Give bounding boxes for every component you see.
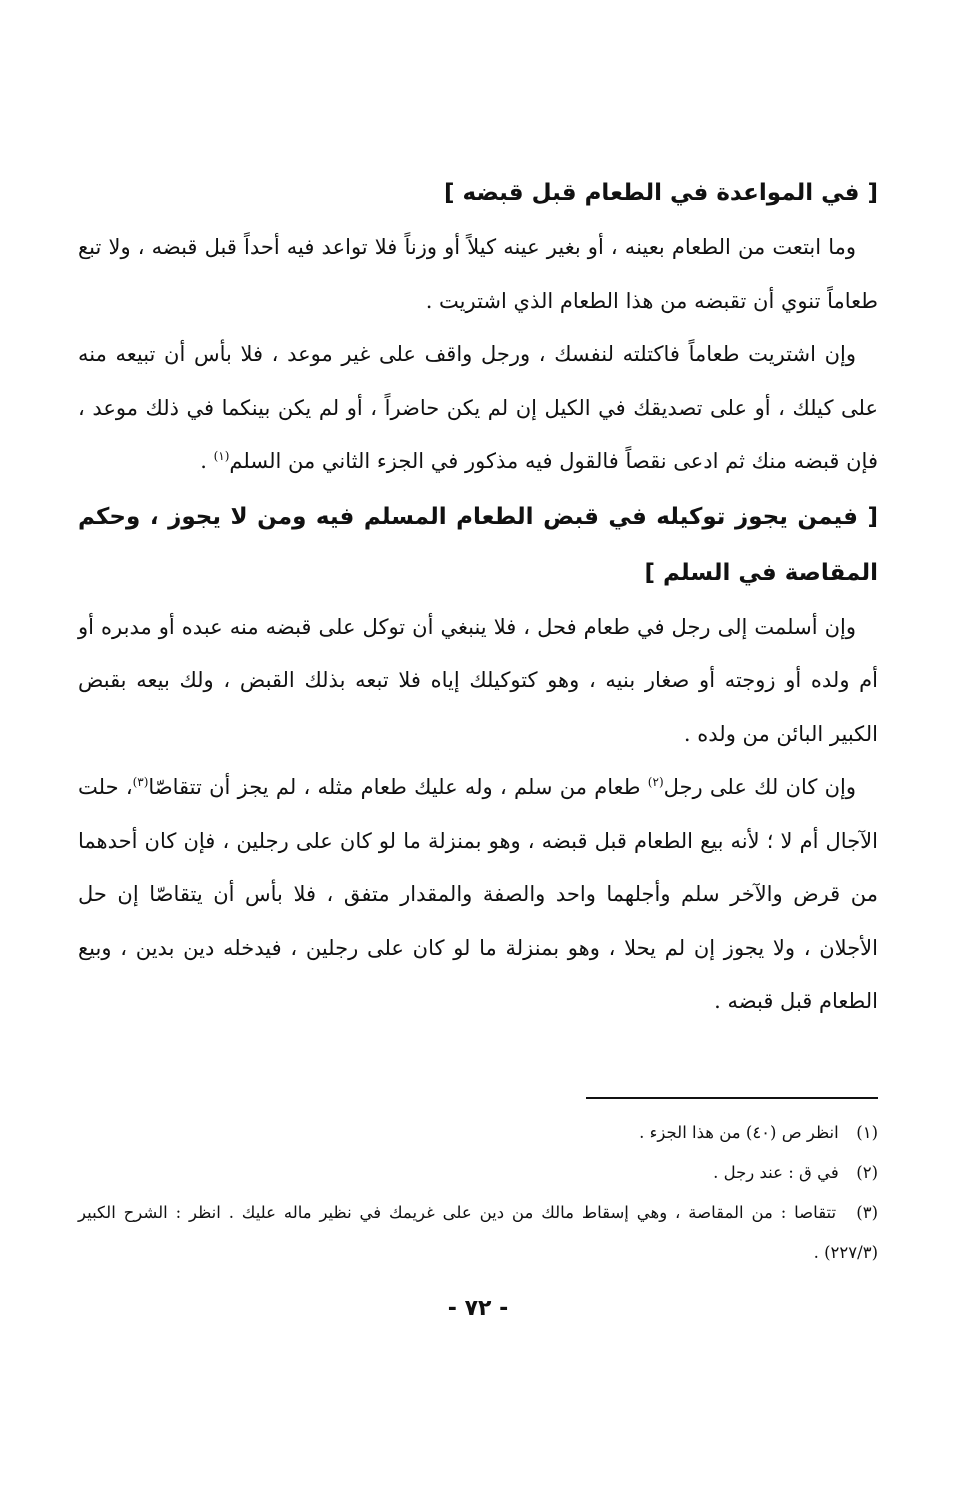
footnote-text: في ق : عند رجل . bbox=[713, 1163, 839, 1182]
footnote-ref-1[interactable]: (١) bbox=[213, 449, 230, 463]
paragraph-text-middle: طعام من سلم ، وله عليك طعام مثله ، لم يجز أن تتقاصّا bbox=[148, 775, 648, 799]
footnote-number: (٢) bbox=[856, 1163, 878, 1182]
paragraph-text: وإن كان لك على رجل bbox=[663, 775, 856, 799]
footnote-text: تتقاصا : من المقاصة ، وهي إسقاط مالك من دين على غريمك في نظير ماله عليك . انظر : الشرح الكبير (٢٢٧/٣) . bbox=[78, 1203, 878, 1262]
footnote-3 bbox=[78, 1193, 878, 1273]
main-text bbox=[78, 165, 878, 1029]
paragraph-2 bbox=[78, 328, 878, 489]
footnote-divider bbox=[586, 1097, 878, 1099]
paragraph-text-end: . bbox=[200, 449, 214, 473]
footnote-2 bbox=[78, 1153, 878, 1193]
section-heading-2: [ فيمن يجوز توكيله في قبض الطعام المسلم فيه ومن لا يجوز ، وحكم المقاصة في السلم ] bbox=[78, 503, 878, 586]
page-number: - ٧٢ - bbox=[447, 1296, 509, 1321]
paragraph-text: وإن أسلمت إلى رجل في طعام فحل ، فلا ينبغي أن توكل على قبضه منه عبده أو مدبره أو أم ولده أو زوجته أو صغار بنيه ، وهو كتوكيلك إياه فلا تبعه بذلك القبض ، ولك بيعه بقبض الكبير البائن من ولده . bbox=[78, 614, 878, 746]
paragraph-4 bbox=[78, 761, 878, 1029]
paragraph-text-end: ، حلت الآجال أم لا ؛ لأنه بيع الطعام قبل قبضه ، وهو بمنزلة ما لو كان على رجلين ، فإن كان أحدهما من قرض والآخر سلم وأجلهما واحد والصفة والمقدار متفق ، فلا بأس أن يتقاصّا إن حل الأجلان ، ولا يجوز إن لم يحلا ، وهو بمنزلة ما لو كان على رجلين ، فيدخله دين بدين ، وبيع الطعام قبل قبضه . bbox=[78, 775, 878, 1013]
footnote-ref-3[interactable]: (٣) bbox=[132, 775, 149, 789]
paragraph-3 bbox=[78, 601, 878, 762]
footnote-1 bbox=[78, 1113, 878, 1153]
footnote-text: انظر ص (٤٠) من هذا الجزء . bbox=[639, 1123, 839, 1142]
footnote-ref-2[interactable]: (٢) bbox=[647, 775, 664, 789]
footnote-number: (٣) bbox=[856, 1203, 879, 1222]
paragraph-1 bbox=[78, 221, 878, 328]
footnote-number: (١) bbox=[856, 1123, 878, 1142]
section-heading-1: [ في المواعدة في الطعام قبل قبضه ] bbox=[444, 180, 878, 206]
paragraph-text: وإن اشتريت طعاماً فاكتلته لنفسك ، ورجل واقف على غير موعد ، فلا بأس أن تبيعه منه على كيلك ، أو على تصديقك في الكيل إن لم يكن حاضراً ، أو لم يكن بينكما في ذلك موعد ، فإن قبضه منك ثم ادعى نقصاً فالقول فيه مذكور في الجزء الثاني من السلم bbox=[78, 342, 878, 473]
footnotes bbox=[78, 1113, 878, 1273]
paragraph-text: وما ابتعت من الطعام بعينه ، أو بغير عينه كيلاً أو وزناً فلا تواعد فيه أحداً قبل قبضه ، ولا تبع طعاماً تنوي أن تقبضه من هذا الطعام الذي اشتريت . bbox=[78, 235, 878, 313]
